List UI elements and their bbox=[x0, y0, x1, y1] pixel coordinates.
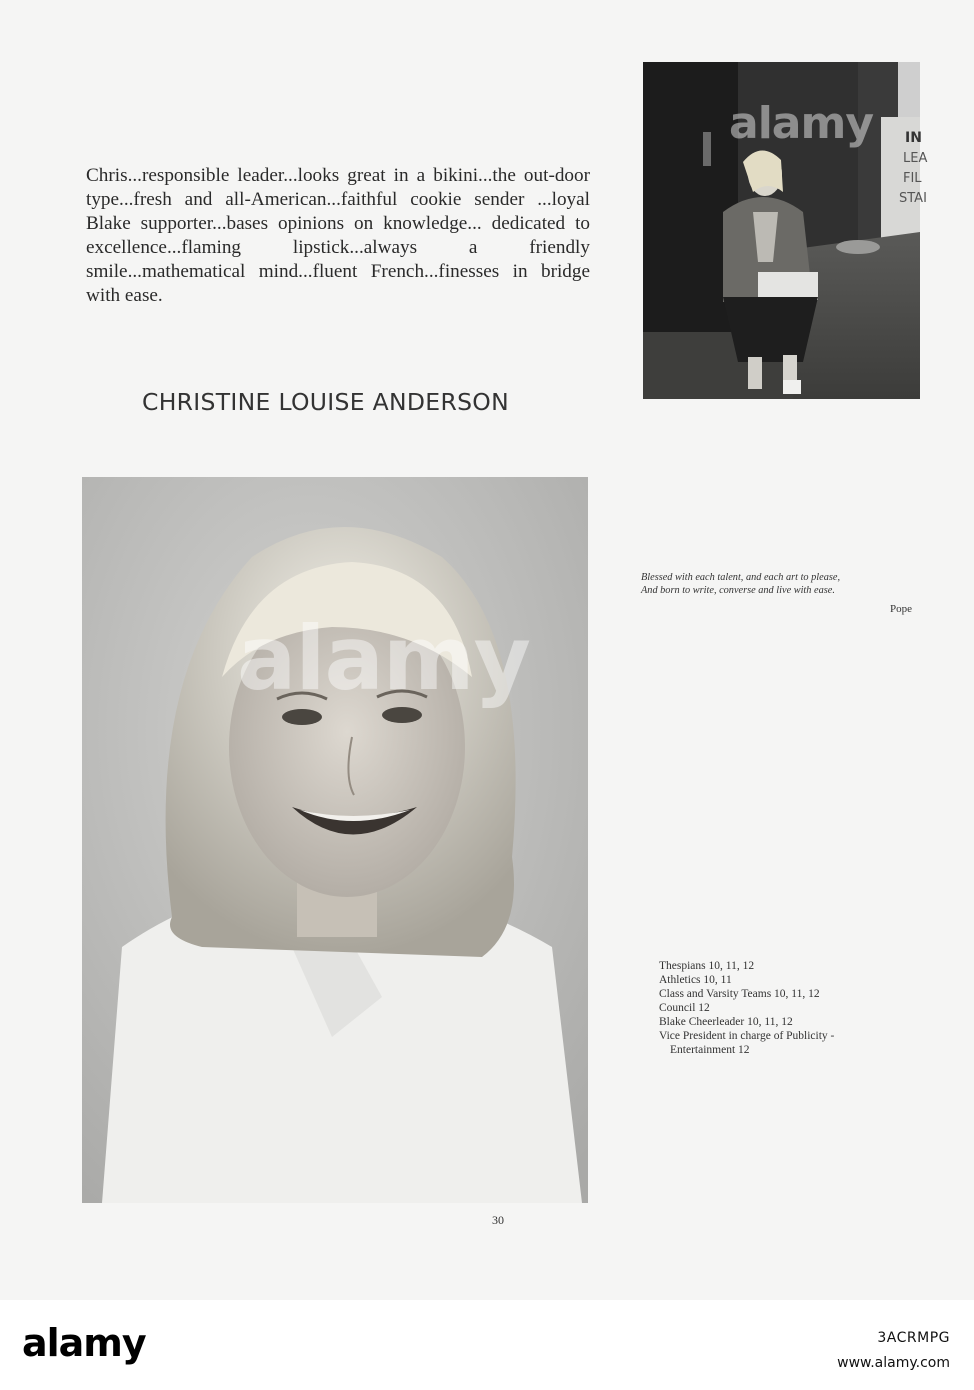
quote-line-1: Blessed with each talent, and each art to please, bbox=[641, 572, 841, 583]
sign-text-3: FIL bbox=[903, 171, 922, 186]
portrait-photo bbox=[82, 477, 588, 1203]
sign-text-2: LEA bbox=[903, 151, 928, 166]
activities-list bbox=[659, 959, 889, 1057]
senior-blurb: Chris...responsible leader...looks great in a bikini...the out-door type...fresh and all-American...faithful cookie sender ...loyal Blake supporter...bases opinions on knowledge... dedicated to excellence...flaming lipstick...always a friendly smile...mathematical mind...fluent French...finesses in bridge with ease. bbox=[86, 165, 590, 306]
watermark-text-2: alamy bbox=[237, 607, 530, 710]
alamy-logo: alamy bbox=[22, 1321, 146, 1365]
stock-footer bbox=[0, 1300, 974, 1390]
activity-item: Class and Varsity Teams 10, 11, 12 bbox=[659, 988, 820, 1000]
student-name: CHRISTINE LOUISE ANDERSON bbox=[142, 388, 509, 416]
activity-item: Blake Cheerleader 10, 11, 12 bbox=[659, 1016, 793, 1028]
sign-text-1: IN bbox=[905, 130, 922, 146]
activity-item: Thespians 10, 11, 12 bbox=[659, 960, 755, 972]
stock-url[interactable]: www.alamy.com bbox=[837, 1355, 950, 1371]
activity-item: Athletics 10, 11 bbox=[659, 974, 732, 986]
stock-image-id: 3ACRMPG bbox=[877, 1330, 950, 1346]
page-number: 30 bbox=[492, 1213, 504, 1227]
quotation bbox=[641, 571, 881, 597]
quote-line-2: And born to write, converse and live with ease. bbox=[641, 585, 835, 596]
activity-item: Vice President in charge of Publicity - bbox=[659, 1030, 835, 1042]
sign-text-4: STAI bbox=[899, 191, 927, 206]
candid-photo bbox=[643, 62, 928, 399]
watermark-text: alamy bbox=[729, 98, 873, 149]
quote-author: Pope bbox=[890, 603, 912, 615]
activity-item: Entertainment 12 bbox=[670, 1044, 750, 1056]
activity-item: Council 12 bbox=[659, 1002, 710, 1014]
